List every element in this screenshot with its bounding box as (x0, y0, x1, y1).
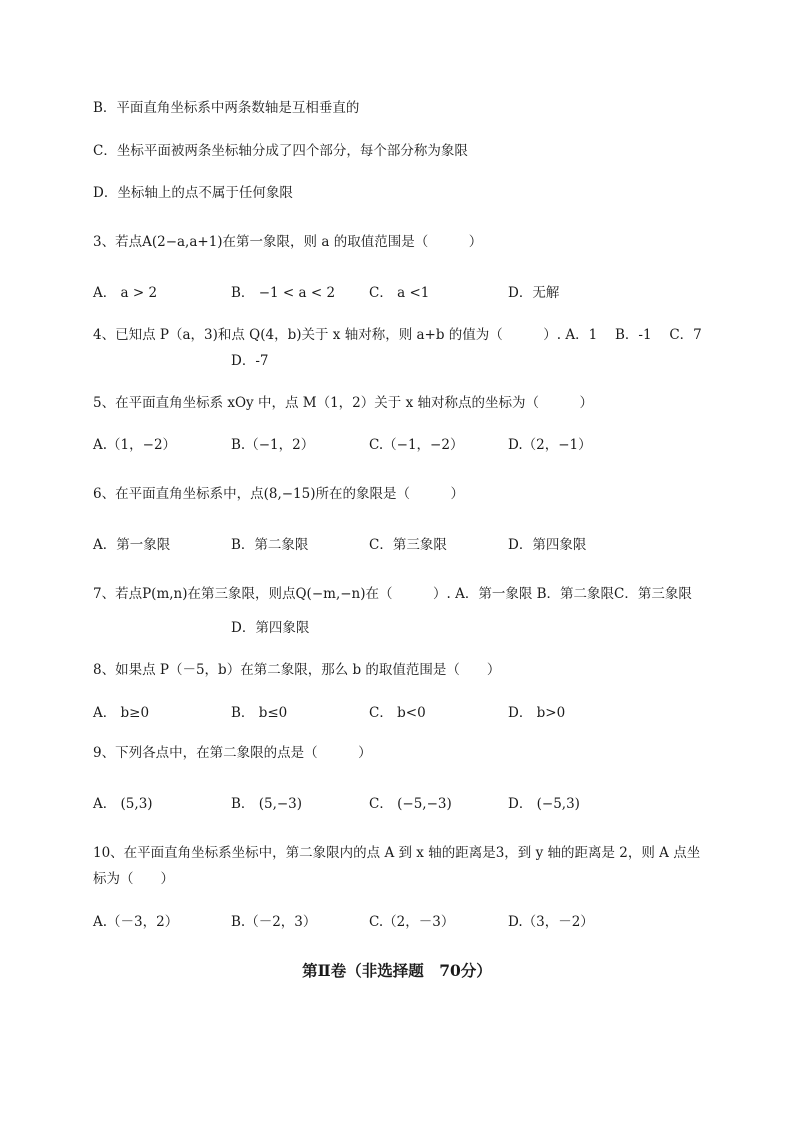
question-10-stem: 10、在平面直角坐标系坐标中，第二象限内的点 A 到 x 轴的距离是3，到 y 轴的距离是 2，则 A 点坐 (93, 845, 701, 861)
question-3-option-a: A． a > 2 (93, 285, 158, 301)
option-b-line: B．平面直角坐标系中两条数轴是互相垂直的 (93, 100, 360, 116)
question-9-option-c: C． (−5,−3) (369, 796, 452, 812)
question-5-option-c: C.（−1，−2） (369, 437, 464, 453)
question-7-stem: 7、若点P(m,n)在第三象限，则点Q(−m,−n)在（ ）. A．第一象限 B．第二象限C．第三象限 (93, 586, 692, 602)
question-10-option-d: D.（3，－2） (508, 914, 594, 930)
question-9-option-a: A． (5,3) (93, 796, 153, 812)
question-10-option-b: B.（－2，3） (231, 914, 317, 930)
question-6-option-c: C．第三象限 (369, 537, 447, 553)
question-4-option-d: D．-7 (231, 353, 269, 369)
question-6-stem: 6、在平面直角坐标系中，点(8,−15)所在的象限是（ ） (93, 486, 464, 502)
section-title: 第Ⅱ卷（非选择题 70分） (302, 961, 492, 980)
question-8-option-d: D． b>0 (508, 705, 566, 721)
question-9-option-b: B． (5,−3) (231, 796, 303, 812)
question-3-option-c: C． a <1 (369, 285, 430, 301)
option-d-line: D．坐标轴上的点不属于任何象限 (93, 185, 293, 201)
question-8-stem: 8、如果点 P（－5，b）在第二象限，那么 b 的取值范围是（ ） (93, 662, 501, 678)
question-10-option-a: A.（－3，2） (93, 914, 179, 930)
question-10-stem-cont: 标为（ ） (93, 871, 174, 887)
question-5-option-a: A.（1，−2） (93, 437, 177, 453)
question-3-option-b: B． −1 < a < 2 (231, 285, 336, 301)
question-5-stem: 5、在平面直角坐标系 xOy 中，点 M（1，2）关于 x 轴对称点的坐标为（ ） (93, 395, 593, 411)
question-9-option-d: D． (−5,3) (508, 796, 580, 812)
question-3-option-d: D．无解 (508, 285, 560, 301)
question-6-option-b: B．第二象限 (231, 537, 309, 553)
question-8-option-c: C． b<0 (369, 705, 426, 721)
question-8-option-b: B． b≤0 (231, 705, 288, 721)
question-5-option-b: B.（−1，2） (231, 437, 315, 453)
question-6-option-a: A．第一象限 (93, 537, 171, 553)
question-10-option-c: C.（2，－3） (369, 914, 455, 930)
question-6-option-d: D．第四象限 (508, 537, 587, 553)
question-4-stem: 4、已知点 P（a，3)和点 Q(4，b)关于 x 轴对称，则 a+b 的值为（ ）. A．1 B．-1 C．7 (93, 327, 702, 343)
question-8-option-a: A． b≥0 (93, 705, 150, 721)
option-c-line: C．坐标平面被两条坐标轴分成了四个部分，每个部分称为象限 (93, 143, 468, 159)
question-7-option-d: D．第四象限 (231, 620, 310, 636)
question-9-stem: 9、下列各点中，在第二象限的点是（ ） (93, 745, 372, 761)
question-3-stem: 3、若点A(2−a,a+1)在第一象限，则 a 的取值范围是（ ） (93, 234, 483, 250)
question-5-option-d: D.（2，−1） (508, 437, 592, 453)
